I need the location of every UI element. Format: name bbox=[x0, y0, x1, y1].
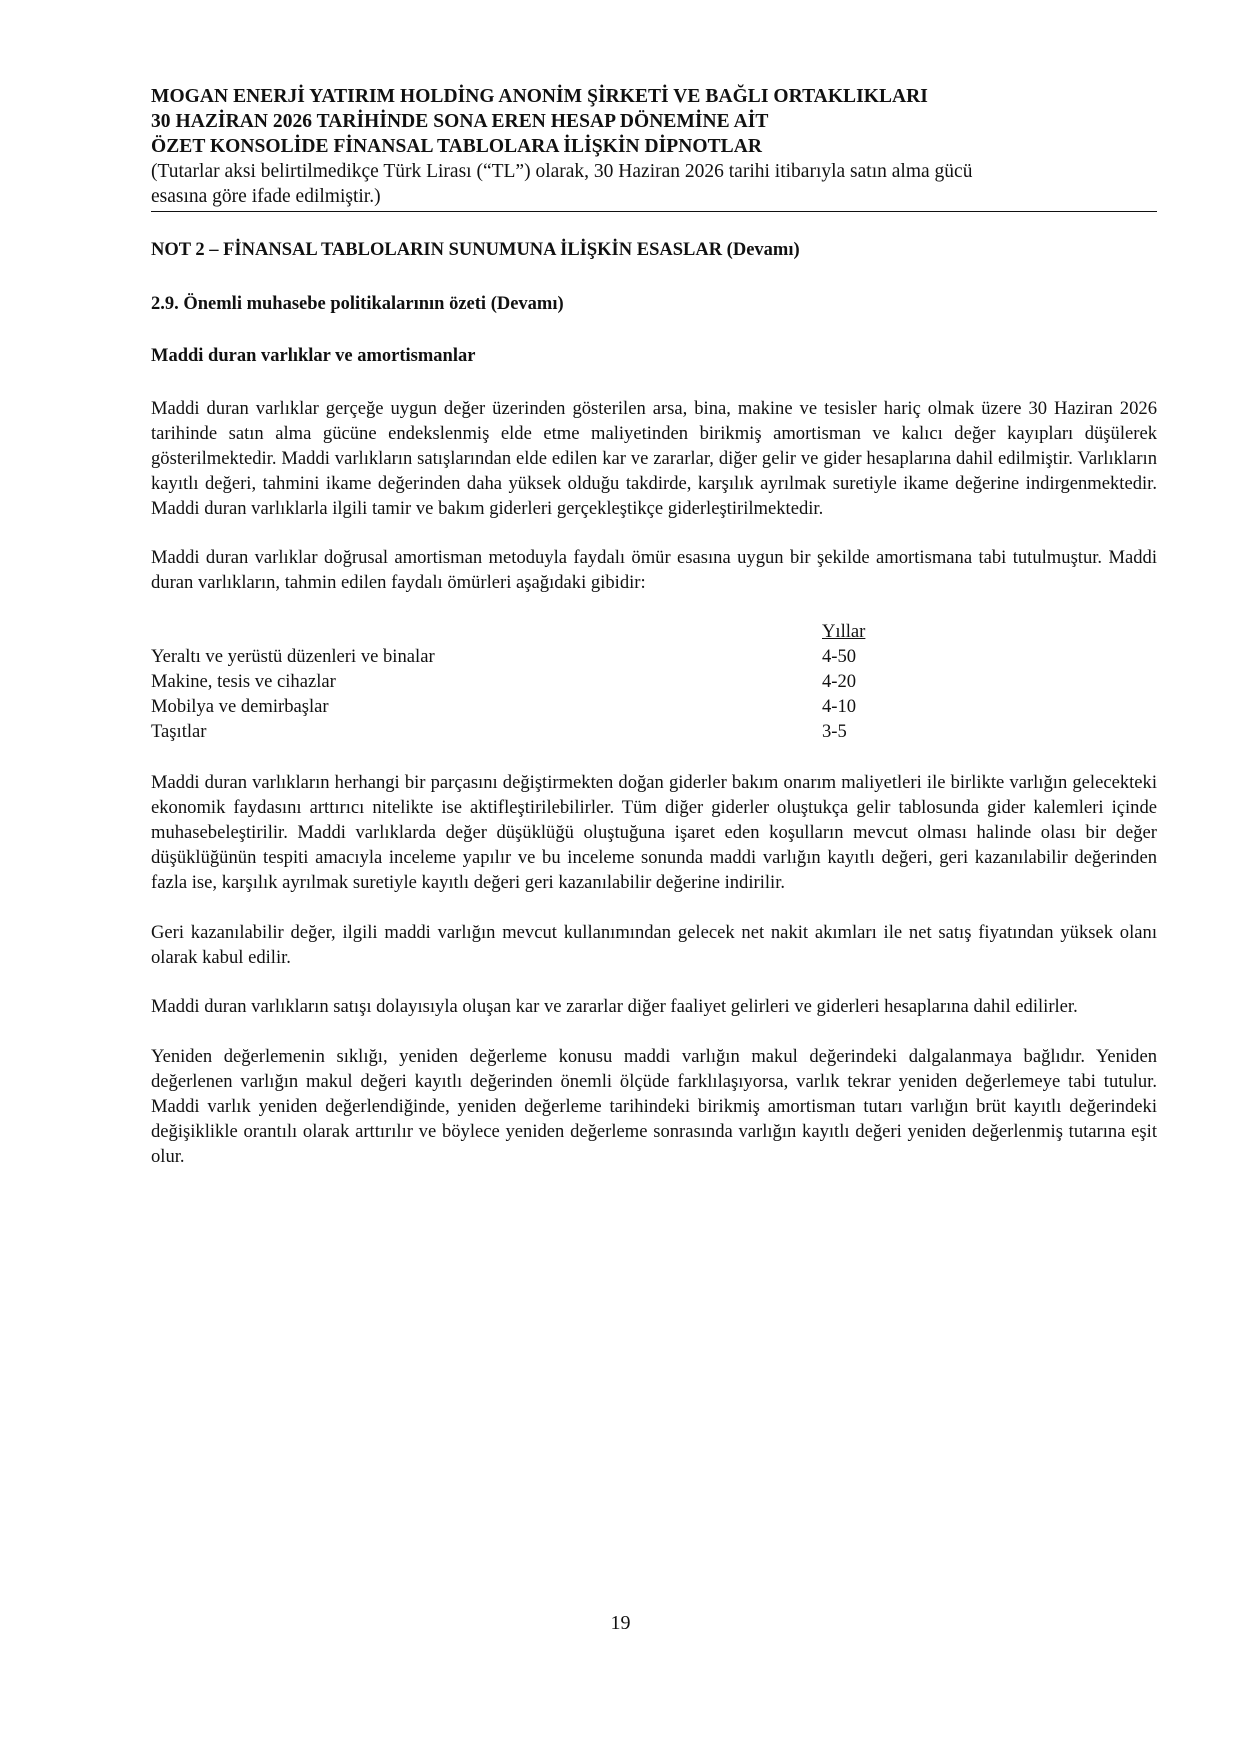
asset-class-label: Makine, tesis ve cihazlar bbox=[151, 671, 336, 692]
page-number: 19 bbox=[610, 1612, 631, 1634]
table-row bbox=[151, 669, 1157, 694]
paragraph-revaluation: Yeniden değerlemenin sıklığı, yeniden değerleme konusu maddi varlığın makul değerindeki dalgalanmaya bağlıdır. Yeniden değerlenen varlığın makul değeri kayıtlı değerinden önemli ölçüde farklılaşıyorsa, varlık tekrar yeniden değerlemeye tabi tutulur. Maddi varlık yeniden değerlendiğinde, yeniden değerleme tarihindeki birikmiş amortisman tutarı varlığın brüt kayıtlı değerindeki değişiklikle orantılı olarak arttırılır ve böylece yeniden değerleme sonrasında varlığın kayıtlı değeri yeniden değerlenmiş tutarına eşit olur. bbox=[151, 1046, 1157, 1167]
paragraph-depreciation-method: Maddi duran varlıklar doğrusal amortisman metoduyla faydalı ömür esasına uygun bir şekilde amortismana tabi tutulmuştur. Maddi duran varlıkların, tahmin edilen faydalı ömürleri aşağıdaki gibidir: bbox=[151, 547, 1157, 593]
header-divider bbox=[151, 211, 1157, 212]
table-row bbox=[151, 694, 1157, 719]
useful-lives-table bbox=[151, 619, 1157, 744]
section-title: Maddi duran varlıklar ve amortismanlar bbox=[151, 346, 476, 366]
header-period: 30 HAZİRAN 2026 TARİHİNDE SONA EREN HESAP DÖNEMİNE AİT bbox=[151, 111, 769, 132]
useful-life-value: 4-50 bbox=[822, 646, 857, 667]
header-statement-title: ÖZET KONSOLİDE FİNANSAL TABLOLARA İLİŞKİN DİPNOTLAR bbox=[151, 136, 763, 157]
useful-life-value: 4-20 bbox=[822, 671, 857, 692]
asset-class-label: Taşıtlar bbox=[151, 721, 207, 742]
paragraph-disposal-gains: Maddi duran varlıkların satışı dolayısıyla oluşan kar ve zararlar diğer faaliyet gelirleri ve giderleri hesaplarına dahil edilirler. bbox=[151, 996, 1078, 1017]
useful-life-value: 4-10 bbox=[822, 696, 857, 717]
document-header bbox=[151, 84, 1157, 209]
paragraph-measurement: Maddi duran varlıklar gerçeğe uygun değer üzerinden gösterilen arsa, bina, makine ve tesisler hariç olmak üzere 30 Haziran 2026 tarihinde satın alma gücüne endekslenmiş elde etme maliyetinden birikmiş amortisman ve kalıcı değer kayıpları düşülerek gösterilmektedir. Maddi varlıkların satışlarından elde edilen kar ve zararlar, diğer gelir ve gider hesaplarına dahil edilmiştir. Varlıkların kayıtlı değeri, tahmini ikame değerinden daha yüksek olduğu takdirde, karşılık ayrılmak suretiyle ikame değerine indirgenmektedir. Maddi duran varlıklarla ilgili tamir ve bakım giderleri gerçekleştikçe giderleştirilmektedir. bbox=[151, 398, 1157, 519]
asset-class-label: Yeraltı ve yerüstü düzenleri ve binalar bbox=[151, 646, 435, 667]
header-company-name: MOGAN ENERJİ YATIRIM HOLDİNG ANONİM ŞİRKETİ VE BAĞLI ORTAKLIKLARI bbox=[151, 86, 928, 107]
useful-life-value: 3-5 bbox=[822, 721, 847, 742]
paragraph-recoverable-amount: Geri kazanılabilir değer, ilgili maddi varlığın mevcut kullanımından gelecek net nakit akımları ile net satış fiyatından yüksek olanı olarak kabul edilir. bbox=[151, 922, 1157, 968]
document-page bbox=[151, 84, 1157, 1169]
subsection-title: 2.9. Önemli muhasebe politikalarının özeti (Devamı) bbox=[151, 294, 564, 314]
header-currency-note-line2: esasına göre ifade edilmiştir.) bbox=[151, 186, 381, 207]
note-title: NOT 2 – FİNANSAL TABLOLARIN SUNUMUNA İLİŞKİN ESASLAR (Devamı) bbox=[151, 240, 800, 260]
useful-lives-column-header: Yıllar bbox=[822, 621, 866, 642]
table-row bbox=[151, 644, 1157, 669]
table-row bbox=[151, 719, 1157, 744]
header-currency-note-line1: (Tutarlar aksi belirtilmedikçe Türk Lirası (“TL”) olarak, 30 Haziran 2026 tarihi itibarıyla satın alma gücü bbox=[151, 161, 973, 182]
paragraph-subsequent-costs: Maddi duran varlıkların herhangi bir parçasını değiştirmekten doğan giderler bakım onarım maliyetleri ile birlikte varlığın gelecekteki ekonomik faydasını arttırıcı nitelikte ise aktifleştirilebilirler. Tüm diğer giderler oluştukça gelir tablosunda gider kalemleri içinde muhasebeleştirilir. Maddi varlıklarda değer düşüklüğü oluştuğuna işaret eden koşulların mevcut olması halinde olası bir değer düşüklüğünün tespiti amacıyla inceleme yapılır ve bu inceleme sonunda maddi varlığın kayıtlı değeri, geri kazanılabilir değerinden fazla ise, karşılık ayrılmak suretiyle kayıtlı değeri geri kazanılabilir değerine indirilir. bbox=[151, 772, 1157, 893]
asset-class-label: Mobilya ve demirbaşlar bbox=[151, 696, 329, 717]
